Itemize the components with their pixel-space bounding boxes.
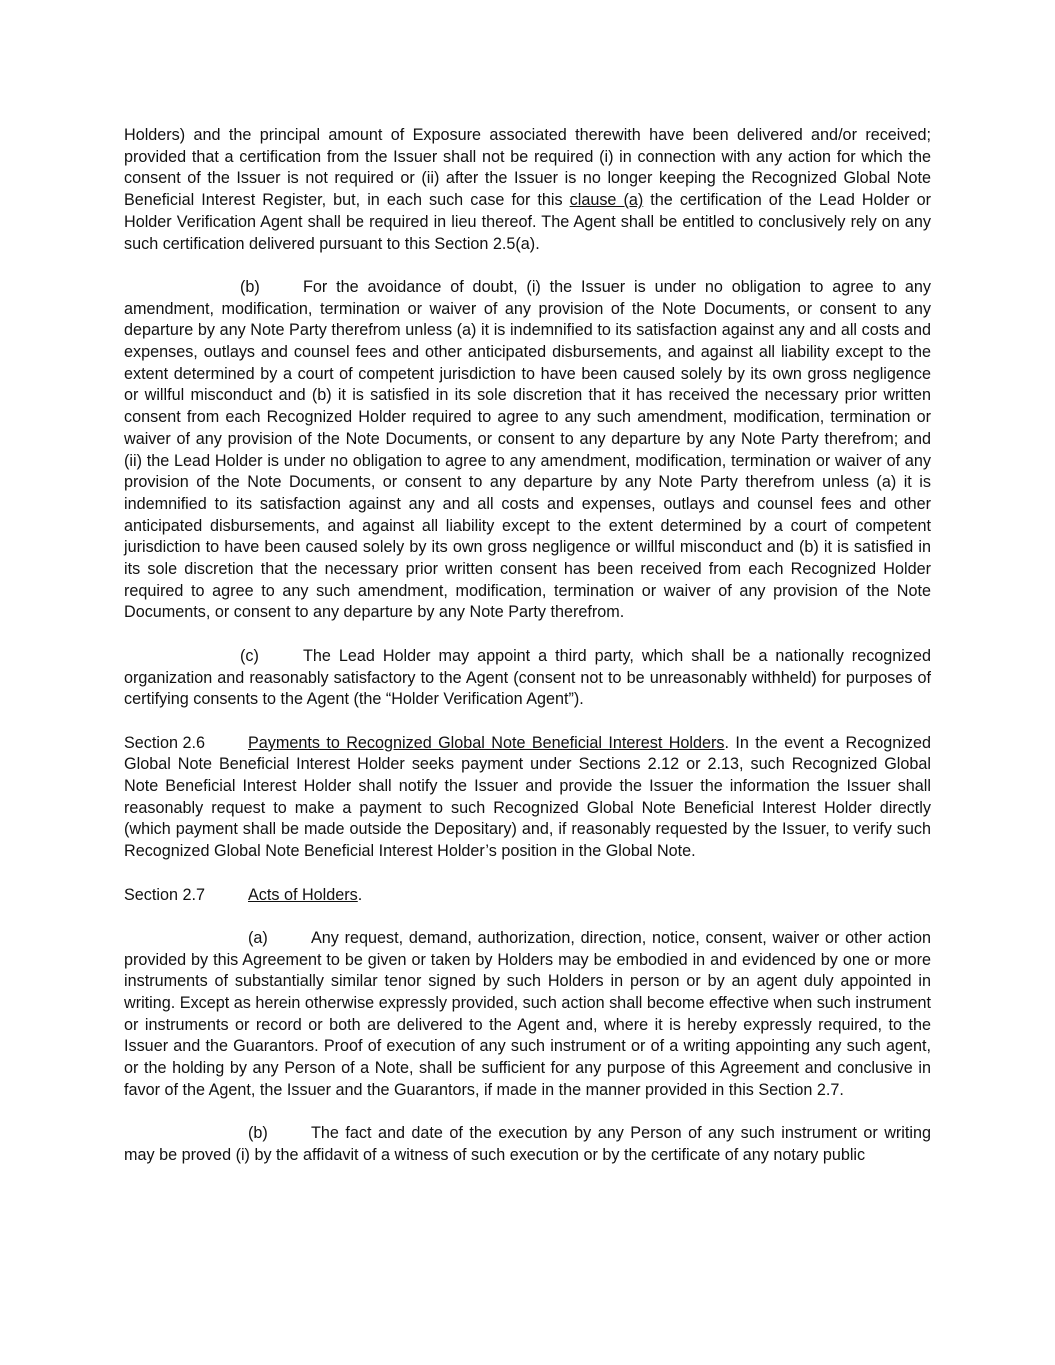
section-title-period: . bbox=[357, 885, 363, 904]
paragraph-label: (b) bbox=[240, 277, 260, 296]
section-number: Section 2.6 bbox=[124, 733, 205, 752]
document-body bbox=[124, 125, 931, 1167]
paragraph-b-2-7 bbox=[124, 1123, 931, 1166]
paragraph-continuation bbox=[124, 125, 931, 255]
paragraph-label: (a) bbox=[248, 928, 268, 947]
paragraph-text: Holders) and the principal amount of Exposure associated therewith have been delivered and/or received; provided that a certification from the Issuer shall not be required (i) in connection with any action for which the consent of the Issuer is not required or (ii) after the Issuer is no longer keeping the Recognized Global Note Beneficial Interest Register, but, in each such case for this bbox=[124, 126, 931, 210]
paragraph-text: the certification of the Lead Holder or Holder Verification Agent shall be required in lieu thereof. The Agent shall be entitled to conclusively rely on any such certification delivered pursuant to this Section 2.5(a). bbox=[124, 191, 931, 253]
clause-a-reference: clause (a) bbox=[569, 191, 644, 210]
section-number: Section 2.7 bbox=[124, 885, 205, 904]
section-2-7-heading bbox=[124, 885, 931, 907]
paragraph-c bbox=[124, 646, 931, 711]
paragraph-label: (c) bbox=[240, 646, 259, 665]
paragraph-text: The Lead Holder may appoint a third party, which shall be a nationally recognized organization and reasonably satisfactory to the Agent (consent not to be unreasonably withheld) for purposes of certifying consents to the Agent (the “Holder Verification Agent”). bbox=[124, 646, 931, 709]
paragraph-b bbox=[124, 277, 931, 624]
paragraph-a bbox=[124, 928, 931, 1102]
section-title: Acts of Holders bbox=[248, 885, 358, 904]
paragraph-text: The fact and date of the execution by any Person of any such instrument or writing may be proved (i) by the affidavit of a witness of such execution or by the certificate of any notary public bbox=[124, 1124, 931, 1164]
section-title: Payments to Recognized Global Note Beneficial Interest Holders bbox=[248, 733, 725, 752]
section-text: . In the event a Recognized Global Note Beneficial Interest Holder seeks payment under Sections 2.12 or 2.13, such Recognized Global Note Beneficial Interest Holder shall notify the Issuer and provide the Issuer the information the Issuer shall reasonably request to make a payment to such Recognized Global Note Beneficial Interest Holder directly (which payment shall be made outside the Depositary) and, if reasonably requested by the Issuer, to verify such Recognized Global Note Beneficial Interest Holder’s position in the Global Note. bbox=[124, 733, 931, 861]
paragraph-text: For the avoidance of doubt, (i) the Issuer is under no obligation to agree to any amendment, modification, termination or waiver of any provision of the Note Documents, or consent to any departure by any Note Party therefrom unless (a) it is indemnified to its satisfaction against any and all costs and expenses, outlays and counsel fees and other anticipated disbursements, and against all liability except to the extent determined by a court of competent jurisdiction to have been caused solely by its own gross negligence or willful misconduct and (b) it is satisfied in its sole discretion that it has received the necessary prior written consent from each Recognized Holder required to agree to any such amendment, modification, termination or waiver of any provision of the Note Documents, or consent to any departure by any Note Party therefrom; and (ii) the Lead Holder is under no obligation to agree to any amendment, modification, termination or waiver of any provision of the Note Documents, or consent to any departure by any Note Party therefrom unless (a) it is indemnified to its satisfaction against any and all costs and expenses, outlays and counsel fees and other anticipated disbursements, and against all liability except to the extent determined by a court of competent jurisdiction to have been caused solely by its own gross negligence or willful misconduct and (b) it is satisfied in its sole discretion that the necessary prior written consent has been received from each Recognized Holder required to agree to any such amendment, modification, termination or waiver of any provision of the Note Documents, or consent to any departure by any Note Party therefrom. bbox=[124, 277, 931, 622]
section-2-6 bbox=[124, 733, 931, 863]
paragraph-label: (b) bbox=[248, 1124, 268, 1143]
paragraph-text: Any request, demand, authorization, direction, notice, consent, waiver or other action provided by this Agreement to be given or taken by Holders may be embodied in and evidenced by one or more instruments of substantially similar tenor signed by such Holders in person or by an agent duly appointed in writing. Except as herein otherwise expressly provided, such action shall become effective when such instrument or instruments or record or both are delivered to the Agent and, where it is hereby expressly required, to the Issuer and the Guarantors. Proof of execution of any such instrument or of a writing appointing any such agent, or the holding by any Person of a Note, shall be sufficient for any purpose of this Agreement and conclusive in favor of the Agent, the Issuer and the Guarantors, if made in the manner provided in this Section 2.7. bbox=[124, 928, 931, 1099]
